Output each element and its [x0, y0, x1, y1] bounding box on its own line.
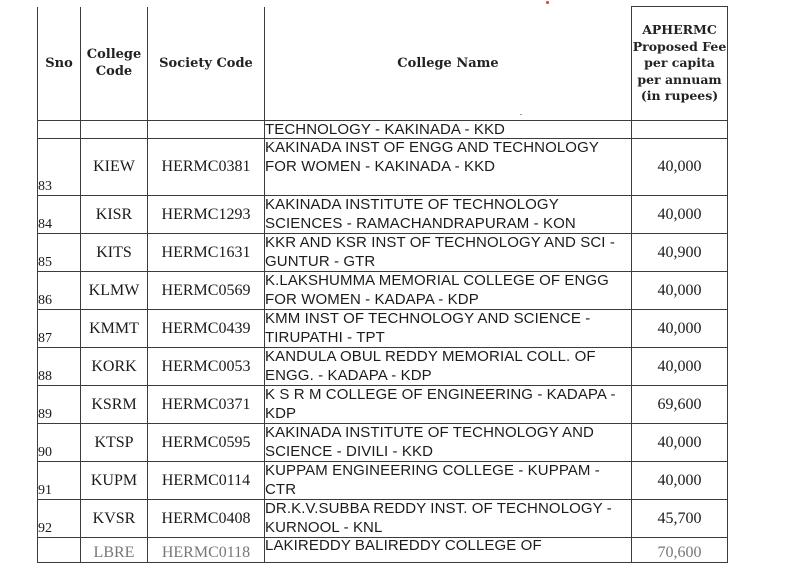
- header-college-code: College Code: [81, 7, 148, 121]
- cell-college-code: [81, 121, 148, 139]
- cell-sno: 84: [38, 196, 81, 234]
- cell-society-code: HERMC0408: [148, 500, 265, 538]
- cell-fee: 40,000: [632, 348, 728, 386]
- table-row-continuation: [38, 121, 728, 139]
- cell-college-name: KAKINADA INST OF ENGG AND TECHNOLOGY FOR WOMEN - KAKINADA - KKD: [265, 139, 632, 196]
- table-row: [38, 500, 728, 538]
- cell-college-name: KMM INST OF TECHNOLOGY AND SCIENCE - TIRUPATHI - TPT: [265, 310, 632, 348]
- header-society-code: Society Code: [148, 7, 265, 121]
- scan-red-mark: [546, 1, 549, 4]
- cell-fee: 69,600: [632, 386, 728, 424]
- table-row: [38, 386, 728, 424]
- cell-college-name: KUPPAM ENGINEERING COLLEGE - KUPPAM - CTR: [265, 462, 632, 500]
- cell-college-code: KLMW: [81, 272, 148, 310]
- table-row: [38, 424, 728, 462]
- table-row: [38, 310, 728, 348]
- cell-college-code: KVSR: [81, 500, 148, 538]
- cell-sno: 92: [38, 500, 81, 538]
- cell-college-name: KAKINADA INSTITUTE OF TECHNOLOGY SCIENCES - RAMACHANDRAPURAM - KON: [265, 196, 632, 234]
- cell-sno: 88: [38, 348, 81, 386]
- cell-sno: [38, 121, 81, 139]
- cell-society-code: HERMC0053: [148, 348, 265, 386]
- header-college-name: College Name: [265, 7, 632, 121]
- fee-table-page: [37, 6, 727, 563]
- cell-society-code: HERMC0439: [148, 310, 265, 348]
- cell-society-code: HERMC1293: [148, 196, 265, 234]
- table-header-row: [38, 7, 728, 121]
- cell-college-code: KMMT: [81, 310, 148, 348]
- cell-fee: 40,900: [632, 234, 728, 272]
- cell-college-code: KIEW: [81, 139, 148, 196]
- table-row: [38, 139, 728, 196]
- cell-college-code: KORK: [81, 348, 148, 386]
- cell-society-code: HERMC0118: [148, 538, 265, 563]
- cell-college-name: DR.K.V.SUBBA REDDY INST. OF TECHNOLOGY - KURNOOL - KNL: [265, 500, 632, 538]
- cell-sno: 87: [38, 310, 81, 348]
- cell-college-code: KUPM: [81, 462, 148, 500]
- cell-sno: 91: [38, 462, 81, 500]
- cell-fee: 70,600: [632, 538, 728, 563]
- table-row: [38, 196, 728, 234]
- header-proposed-fee: APHERMC Proposed Fee per capita per annuam (in rupees): [632, 7, 728, 121]
- cell-college-name: K.LAKSHUMMA MEMORIAL COLLEGE OF ENGG FOR WOMEN - KADAPA - KDP: [265, 272, 632, 310]
- table-row: [38, 272, 728, 310]
- cell-college-name: K S R M COLLEGE OF ENGINEERING - KADAPA - KDP: [265, 386, 632, 424]
- cell-sno: 86: [38, 272, 81, 310]
- cell-college-code: KITS: [81, 234, 148, 272]
- cell-sno: 85: [38, 234, 81, 272]
- cell-college-code: KISR: [81, 196, 148, 234]
- cell-fee: 40,000: [632, 139, 728, 196]
- cell-fee: 40,000: [632, 272, 728, 310]
- cell-college-code: LBRE: [81, 538, 148, 563]
- table-row: [38, 234, 728, 272]
- cell-society-code: HERMC0114: [148, 462, 265, 500]
- cell-college-name: TECHNOLOGY - KAKINADA - KKD: [265, 121, 632, 139]
- table-row: [38, 348, 728, 386]
- cell-fee: 40,000: [632, 462, 728, 500]
- college-fee-table: [37, 6, 728, 563]
- header-sno: Sno: [38, 7, 81, 121]
- cell-society-code: HERMC0371: [148, 386, 265, 424]
- cell-society-code: HERMC0569: [148, 272, 265, 310]
- cell-society-code: HERMC1631: [148, 234, 265, 272]
- cell-college-name: KANDULA OBUL REDDY MEMORIAL COLL. OF ENGG. - KADAPA - KDP: [265, 348, 632, 386]
- cell-society-code: HERMC0381: [148, 139, 265, 196]
- cell-college-name: LAKIREDDY BALIREDDY COLLEGE OF: [265, 538, 632, 563]
- cell-college-name: KAKINADA INSTITUTE OF TECHNOLOGY AND SCIENCE - DIVILI - KKD: [265, 424, 632, 462]
- cell-fee: 45,700: [632, 500, 728, 538]
- cell-fee: [632, 121, 728, 139]
- cell-society-code: HERMC0595: [148, 424, 265, 462]
- cell-sno: 90: [38, 424, 81, 462]
- table-row: [38, 462, 728, 500]
- cell-sno: 89: [38, 386, 81, 424]
- cell-college-code: KSRM: [81, 386, 148, 424]
- cell-society-code: [148, 121, 265, 139]
- cell-fee: 40,000: [632, 196, 728, 234]
- cell-sno: 83: [38, 139, 81, 196]
- cell-fee: 40,000: [632, 310, 728, 348]
- cell-fee: 40,000: [632, 424, 728, 462]
- cell-college-code: KTSP: [81, 424, 148, 462]
- cell-college-name: KKR AND KSR INST OF TECHNOLOGY AND SCI - GUNTUR - GTR: [265, 234, 632, 272]
